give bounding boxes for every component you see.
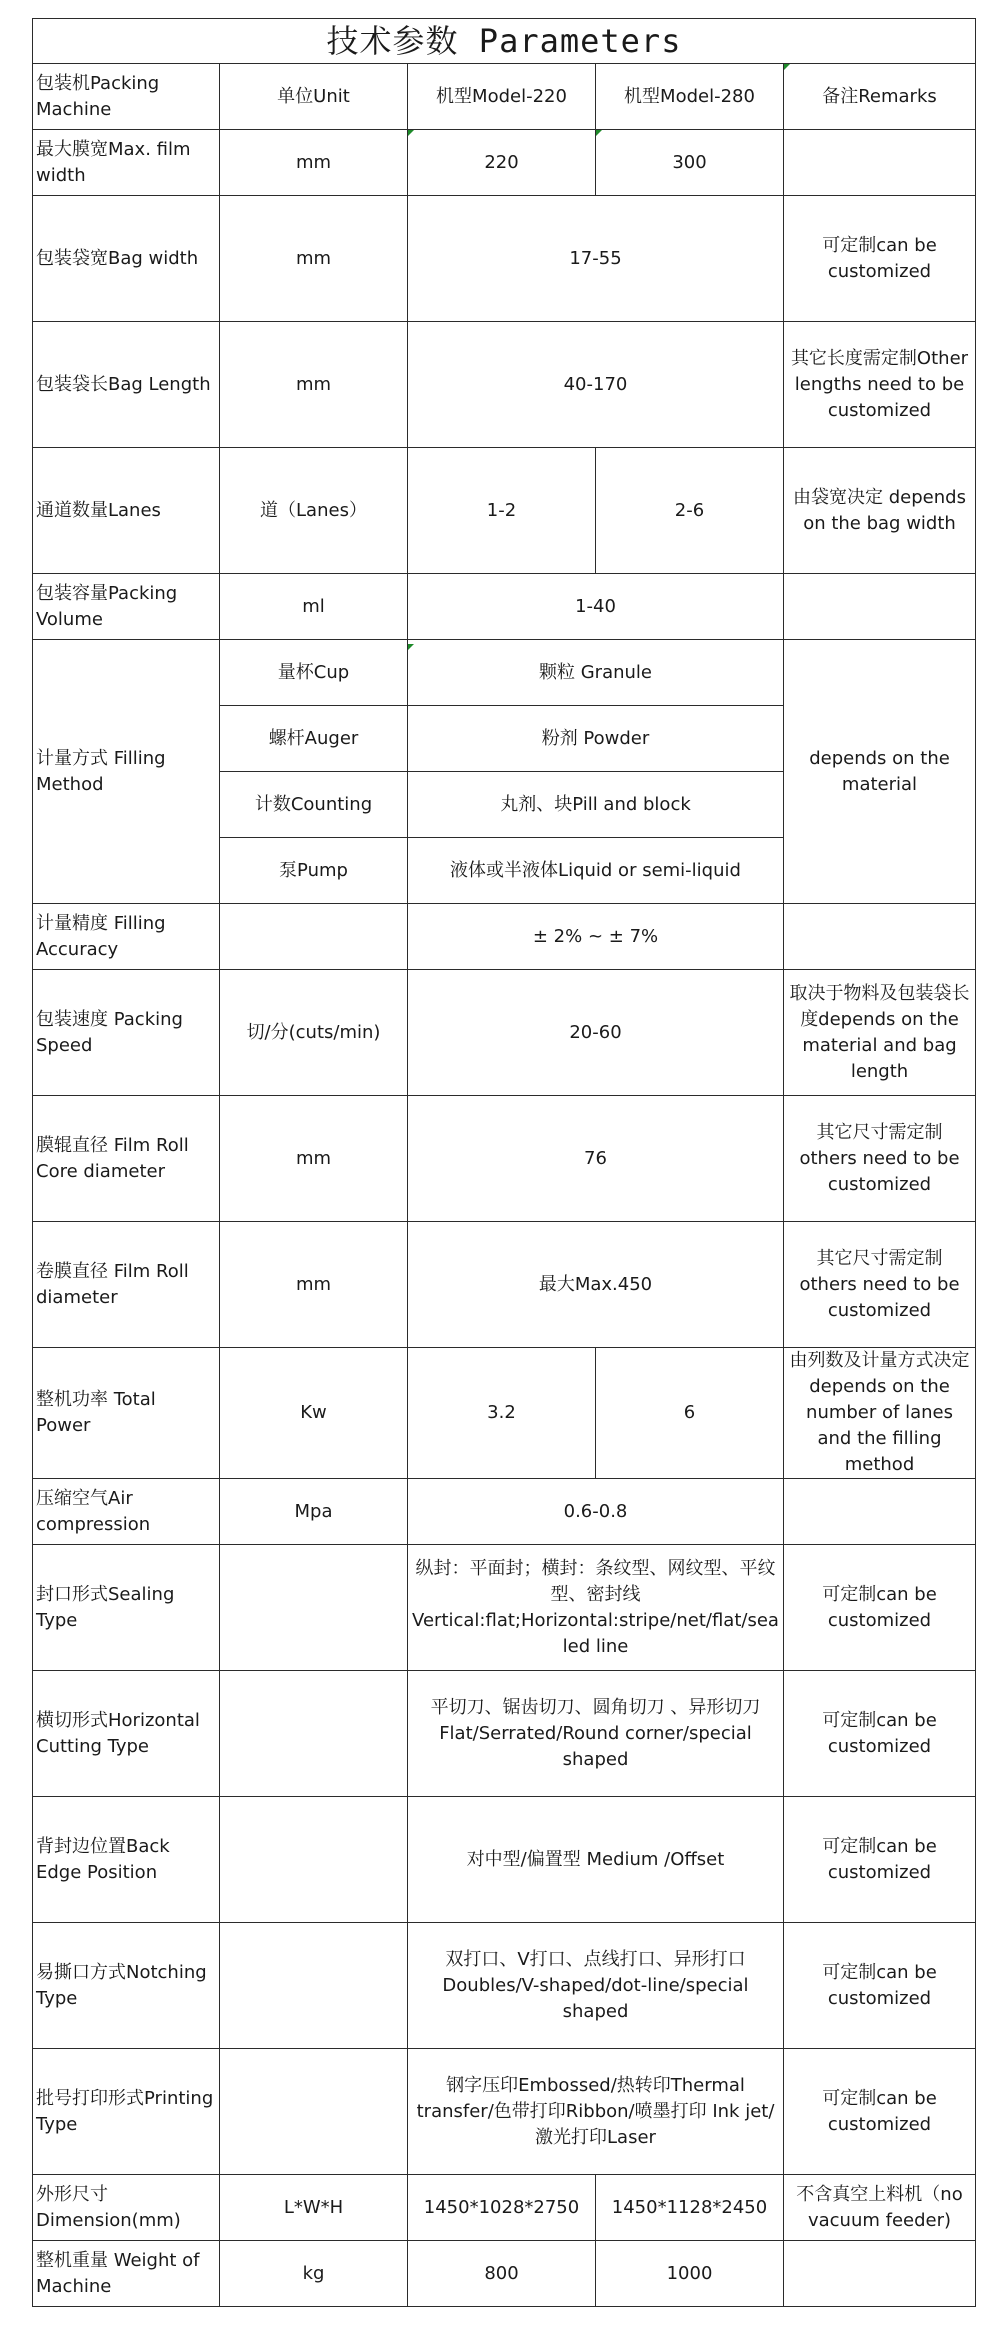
filling-material: 液体或半液体Liquid or semi-liquid [408, 838, 784, 904]
row-value: 对中型/偏置型 Medium /Offset [408, 1797, 784, 1923]
row-value: 20-60 [408, 970, 784, 1096]
row-value: 76 [408, 1096, 784, 1222]
cell-marker-icon [408, 644, 414, 650]
row-filling-accuracy [33, 904, 976, 970]
row-remark: 可定制can be customized [784, 1671, 976, 1797]
row-value-220: 3.2 [408, 1348, 596, 1479]
row-label: 计量方式 Filling Method [33, 640, 220, 904]
row-unit [220, 1923, 408, 2049]
row-value: 双打口、V打口、点线打口、异形打口Doubles/V-shaped/dot-line/special shaped [408, 1923, 784, 2049]
header-model-220: 机型Model-220 [408, 64, 596, 130]
row-cutting-type [33, 1671, 976, 1797]
row-value-220: 1450*1028*2750 [408, 2175, 596, 2241]
row-remark: 不含真空上料机（no vacuum feeder) [784, 2175, 976, 2241]
row-unit [220, 1671, 408, 1797]
row-remark [784, 2241, 976, 2307]
row-remark: 可定制can be customized [784, 1545, 976, 1671]
title-row [33, 19, 976, 64]
row-unit: mm [220, 1222, 408, 1348]
cell-marker-icon [784, 64, 790, 70]
row-unit [220, 1545, 408, 1671]
row-label: 背封边位置Back Edge Position [33, 1797, 220, 1923]
row-unit: Kw [220, 1348, 408, 1479]
row-remark: 可定制can be customized [784, 1797, 976, 1923]
header-row [33, 64, 976, 130]
row-remark: 取决于物料及包装袋长度depends on the material and bag length [784, 970, 976, 1096]
row-label: 横切形式Horizontal Cutting Type [33, 1671, 220, 1797]
filling-type: 量杯Cup [220, 640, 408, 706]
cell-marker-icon [408, 130, 414, 136]
row-value: 0.6-0.8 [408, 1479, 784, 1545]
row-label: 包装袋长Bag Length [33, 322, 220, 448]
header-model-280: 机型Model-280 [596, 64, 784, 130]
row-value-220: 800 [408, 2241, 596, 2307]
row-value-280: 6 [596, 1348, 784, 1479]
row-film-width [33, 130, 976, 196]
row-remark: 可定制can be customized [784, 2049, 976, 2175]
row-unit: mm [220, 322, 408, 448]
row-remark: 由列数及计量方式决定depends on the number of lanes and the filling method [784, 1348, 976, 1479]
row-label: 包装袋宽Bag width [33, 196, 220, 322]
row-value: 17-55 [408, 196, 784, 322]
row-value-280: 2-6 [596, 448, 784, 574]
row-unit: mm [220, 130, 408, 196]
row-packing-speed [33, 970, 976, 1096]
row-label: 整机重量 Weight of Machine [33, 2241, 220, 2307]
row-bag-length [33, 322, 976, 448]
row-remark [784, 1479, 976, 1545]
header-remarks: 备注Remarks [784, 64, 976, 130]
row-label: 包装速度 Packing Speed [33, 970, 220, 1096]
row-value-220: 220 [408, 130, 596, 196]
table-title: 技术参数 Parameters [33, 19, 976, 64]
row-packing-volume [33, 574, 976, 640]
row-remark: 可定制can be customized [784, 1923, 976, 2049]
filling-type: 计数Counting [220, 772, 408, 838]
row-value: 最大Max.450 [408, 1222, 784, 1348]
row-weight [33, 2241, 976, 2307]
row-total-power [33, 1348, 976, 1479]
row-back-edge [33, 1797, 976, 1923]
row-value-280: 1450*1128*2450 [596, 2175, 784, 2241]
row-label: 封口形式Sealing Type [33, 1545, 220, 1671]
row-value: 40-170 [408, 322, 784, 448]
row-label: 最大膜宽Max. film width [33, 130, 220, 196]
filling-type: 泵Pump [220, 838, 408, 904]
row-label: 膜辊直径 Film Roll Core diameter [33, 1096, 220, 1222]
row-label: 外形尺寸Dimension(mm) [33, 2175, 220, 2241]
filling-material: 颗粒 Granule [408, 640, 784, 706]
header-unit: 单位Unit [220, 64, 408, 130]
filling-type: 螺杆Auger [220, 706, 408, 772]
row-remark [784, 130, 976, 196]
header-item: 包装机Packing Machine [33, 64, 220, 130]
row-remark: 可定制can be customized [784, 196, 976, 322]
row-label: 批号打印形式Printing Type [33, 2049, 220, 2175]
row-value-220: 1-2 [408, 448, 596, 574]
row-label: 整机功率 Total Power [33, 1348, 220, 1479]
row-label: 通道数量Lanes [33, 448, 220, 574]
row-unit [220, 904, 408, 970]
parameters-sheet [32, 18, 975, 2307]
row-unit: kg [220, 2241, 408, 2307]
row-unit: L*W*H [220, 2175, 408, 2241]
row-unit [220, 2049, 408, 2175]
row-bag-width [33, 196, 976, 322]
row-notching-type [33, 1923, 976, 2049]
row-value: ± 2% ~ ± 7% [408, 904, 784, 970]
parameters-table [32, 18, 976, 2307]
row-remark: 其它尺寸需定制 others need to be customized [784, 1096, 976, 1222]
row-air-compression [33, 1479, 976, 1545]
row-remark: 其它长度需定制Other lengths need to be customized [784, 322, 976, 448]
row-remark: 其它尺寸需定制 others need to be customized [784, 1222, 976, 1348]
row-value: 平切刀、锯齿切刀、圆角切刀 、异形切刀Flat/Serrated/Round corner/special shaped [408, 1671, 784, 1797]
row-unit: Mpa [220, 1479, 408, 1545]
row-unit: mm [220, 1096, 408, 1222]
row-unit: ml [220, 574, 408, 640]
cell-marker-icon [596, 130, 602, 136]
row-label: 卷膜直径 Film Roll diameter [33, 1222, 220, 1348]
row-dimension [33, 2175, 976, 2241]
row-value: 1-40 [408, 574, 784, 640]
row-sealing-type [33, 1545, 976, 1671]
row-label: 包装容量Packing Volume [33, 574, 220, 640]
row-value: 纵封：平面封；横封：条纹型、网纹型、平纹型、密封线Vertical:flat;Horizontal:stripe/net/flat/sealed line [408, 1545, 784, 1671]
row-core-diameter [33, 1096, 976, 1222]
row-label: 压缩空气Air compression [33, 1479, 220, 1545]
row-roll-diameter [33, 1222, 976, 1348]
row-unit: 切/分(cuts/min) [220, 970, 408, 1096]
row-printing-type [33, 2049, 976, 2175]
row-unit: mm [220, 196, 408, 322]
row-remark [784, 904, 976, 970]
row-lanes [33, 448, 976, 574]
row-remark: 由袋宽决定 depends on the bag width [784, 448, 976, 574]
row-unit: 道（Lanes） [220, 448, 408, 574]
filling-material: 丸剂、块Pill and block [408, 772, 784, 838]
row-filling-cup [33, 640, 976, 706]
row-value-280: 300 [596, 130, 784, 196]
row-remark [784, 574, 976, 640]
filling-material: 粉剂 Powder [408, 706, 784, 772]
row-label: 易撕口方式Notching Type [33, 1923, 220, 2049]
row-value: 钢字压印Embossed/热转印Thermal transfer/色带打印Ribbon/喷墨打印 Ink jet/激光打印Laser [408, 2049, 784, 2175]
row-remark: depends on the material [784, 640, 976, 904]
row-label: 计量精度 Filling Accuracy [33, 904, 220, 970]
row-value-280: 1000 [596, 2241, 784, 2307]
row-unit [220, 1797, 408, 1923]
